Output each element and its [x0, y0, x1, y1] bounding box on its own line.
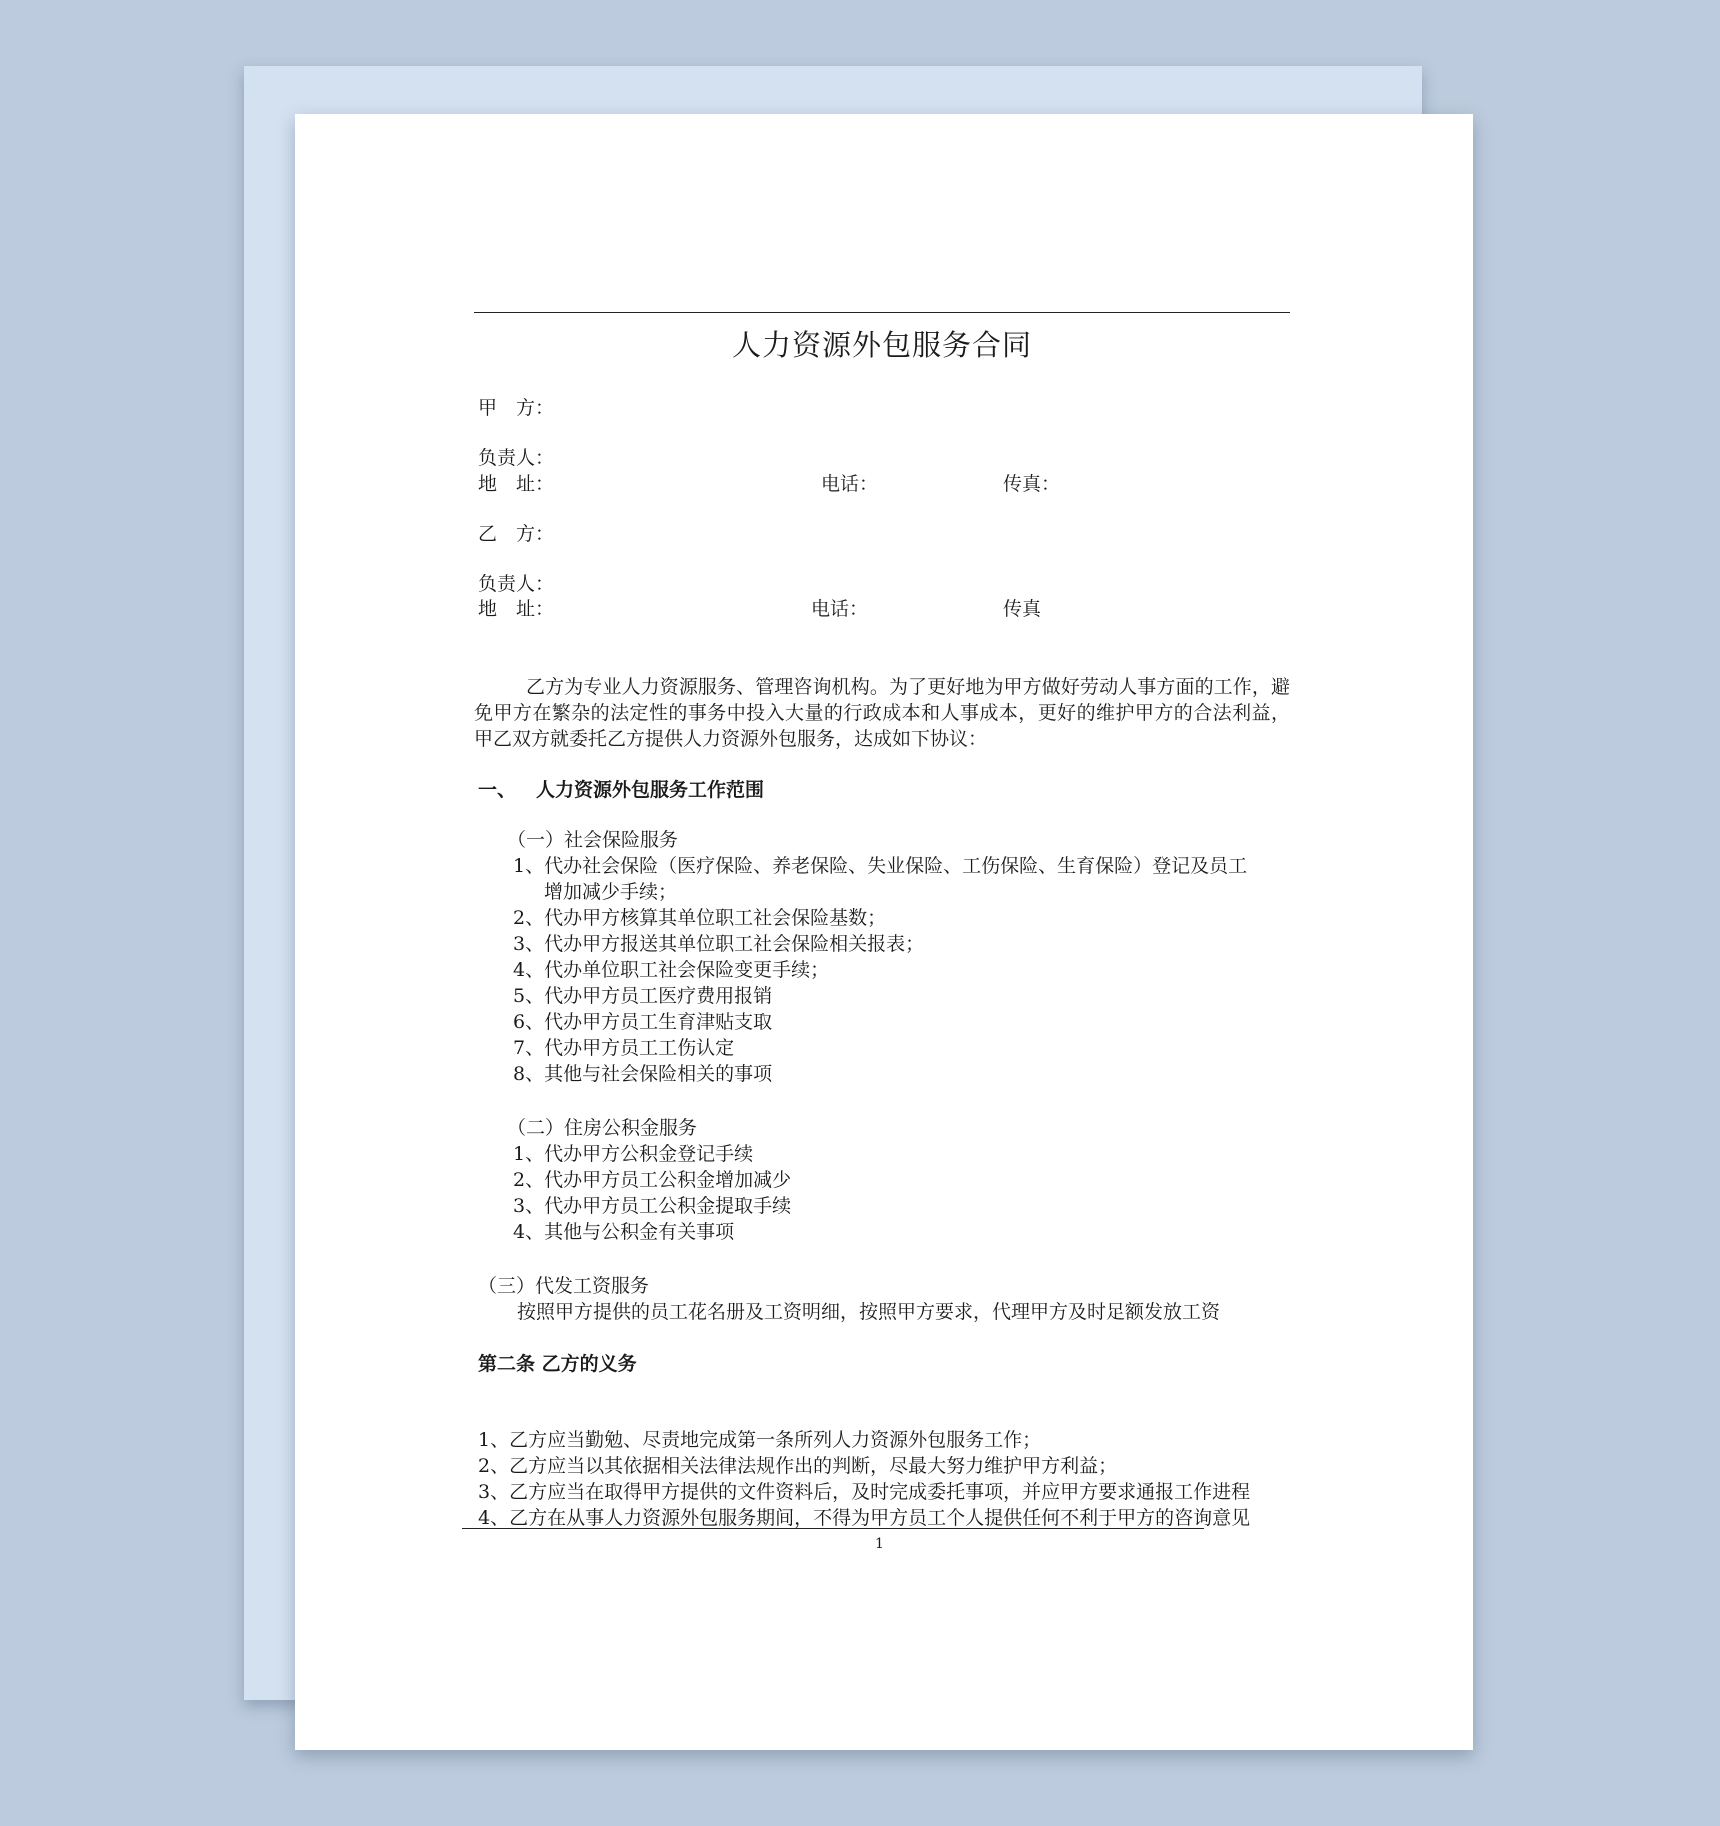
list-item: 3、代办甲方员工公积金提取手续 — [513, 1195, 792, 1217]
section1-title: 人力资源外包服务工作范围 — [536, 779, 765, 801]
party-a-fax-label: 传真： — [1003, 473, 1061, 495]
list-item: 2、乙方应当以其依据相关法律法规作出的判断，尽最大努力维护甲方利益； — [478, 1455, 1118, 1477]
list-item: 1、乙方应当勤勉、尽责地完成第一条所列人力资源外包服务工作； — [478, 1429, 1042, 1451]
party-a-phone-label: 电话： — [821, 473, 879, 495]
intro-paragraph: 乙方为专业人力资源服务、管理咨询机构。为了更好地为甲方做好劳动人事方面的工作，避免甲方在繁杂的法定性的事务中投入大量的行政成本和人事成本，更好的维护甲方的合法利益，甲乙双方就委托乙方提供人力资源外包服务，达成如下协议： — [474, 676, 1290, 750]
party-a-address-label: 地 址： — [478, 473, 555, 495]
list-item: 2、代办甲方核算其单位职工社会保险基数； — [513, 907, 887, 929]
party-a-label: 甲 方： — [478, 397, 555, 419]
list-item: 1、代办甲方公积金登记手续 — [513, 1143, 754, 1165]
list-item: 6、代办甲方员工生育津贴支取 — [513, 1011, 773, 1033]
list-item: 增加减少手续； — [544, 881, 678, 903]
section2-title: 第二条 乙方的义务 — [478, 1353, 637, 1375]
document-title: 人力资源外包服务合同 — [731, 328, 1032, 362]
subsection3-title: （三）代发工资服务 — [478, 1275, 650, 1297]
list-item: 3、代办甲方报送其单位职工社会保险相关报表； — [513, 933, 925, 955]
footer-rule — [462, 1528, 1204, 1529]
party-b-fax-label: 传真 — [1003, 598, 1042, 620]
list-item: 5、代办甲方员工医疗费用报销 — [513, 985, 773, 1007]
subsection2-title: （二）住房公积金服务 — [507, 1117, 698, 1139]
list-item: 4、乙方在从事人力资源外包服务期间，不得为甲方员工个人提供任何不利于甲方的咨询意见 — [478, 1507, 1251, 1529]
party-b-address-label: 地 址： — [478, 598, 555, 620]
page-number: 1 — [875, 1536, 884, 1552]
party-a-person-label: 负责人： — [478, 447, 555, 469]
document-page — [295, 114, 1473, 1750]
list-item: 4、其他与公积金有关事项 — [513, 1221, 735, 1243]
list-item: 2、代办甲方员工公积金增加减少 — [513, 1169, 792, 1191]
party-b-phone-label: 电话： — [811, 598, 869, 620]
party-b-person-label: 负责人： — [478, 573, 555, 595]
list-item: 4、代办单位职工社会保险变更手续； — [513, 959, 830, 981]
list-item: 7、代办甲方员工工伤认定 — [513, 1037, 735, 1059]
subsection1-title: （一）社会保险服务 — [507, 829, 679, 851]
subsection3-text: 按照甲方提供的员工花名册及工资明细，按照甲方要求，代理甲方及时足额发放工资 — [517, 1301, 1221, 1323]
list-item: 1、代办社会保险（医疗保险、养老保险、失业保险、工伤保险、生育保险）登记及员工 — [513, 855, 1248, 877]
party-b-label: 乙 方： — [478, 523, 555, 545]
list-item: 8、其他与社会保险相关的事项 — [513, 1063, 773, 1085]
section1-number: 一、 — [478, 779, 517, 801]
header-rule — [474, 312, 1290, 313]
list-item: 3、乙方应当在取得甲方提供的文件资料后，及时完成委托事项，并应甲方要求通报工作进程 — [478, 1481, 1251, 1503]
